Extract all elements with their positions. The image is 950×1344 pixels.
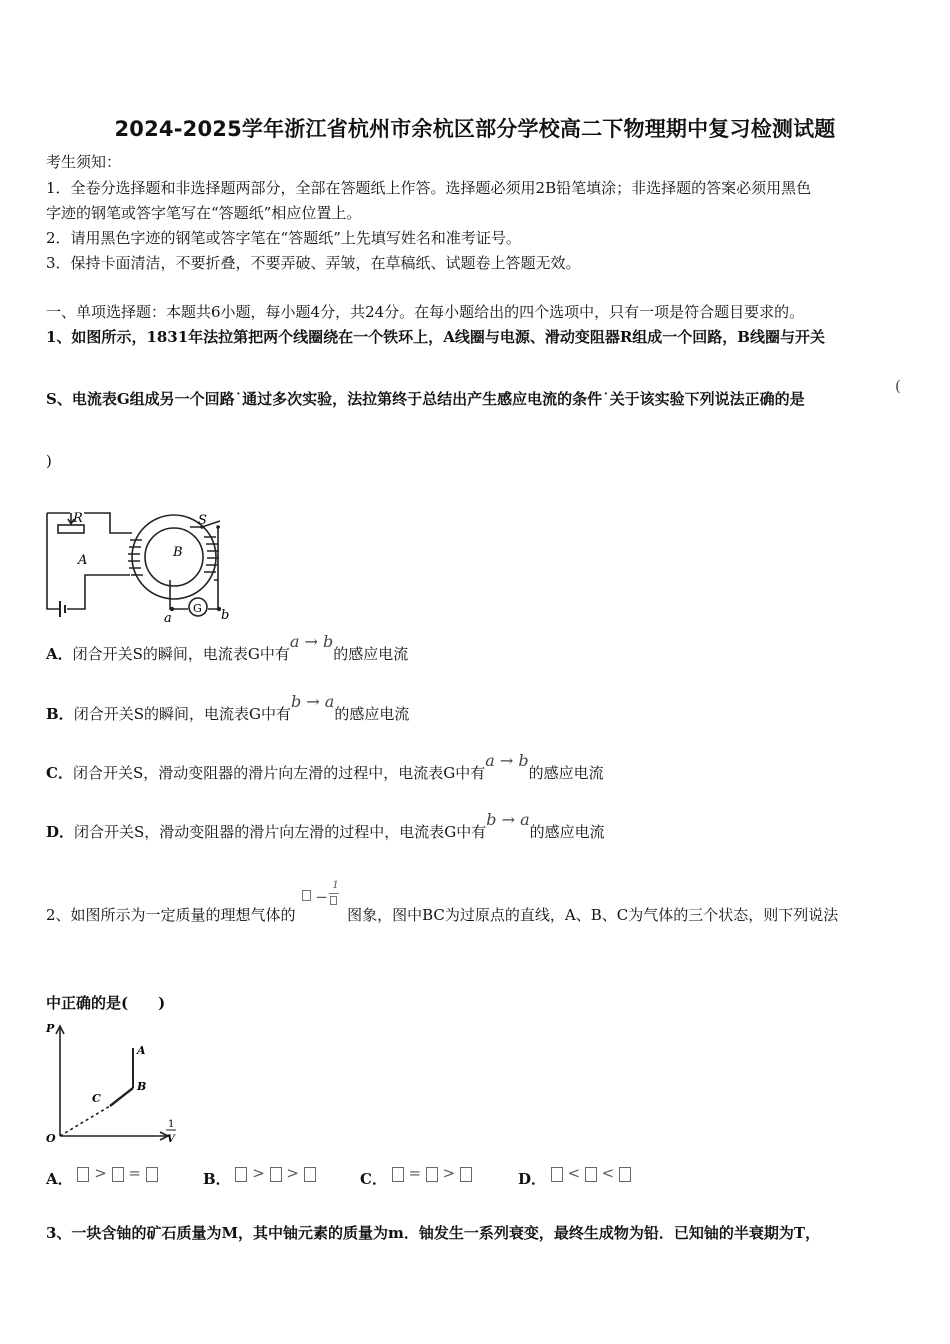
option-relation-2: < (596, 1164, 620, 1182)
option-relation-1: = (403, 1164, 426, 1182)
option-label: D． (46, 823, 75, 841)
notice-line-4: 3．保持卡面清洁，不要折叠，不要弄破、弄皱，在草稿纸、试题卷上答题无效。 (46, 254, 581, 272)
notice-line-1: 1．全卷分选择题和非选择题两部分，全部在答题纸上作答。选择题必须用2B铅笔填涂；非选择题的答案必须用黑色 (46, 179, 812, 197)
option-relation-2: = (123, 1164, 146, 1182)
circuit-a-wires (47, 513, 130, 609)
option-relation-1: < (562, 1164, 585, 1182)
option-label: A． (46, 645, 73, 663)
q1-option-d[interactable] (46, 810, 605, 842)
option-relation-1: > (247, 1164, 270, 1182)
rheostat-body (58, 525, 84, 533)
option-text-end: 的感应电流 (333, 645, 409, 663)
option-label: B． (203, 1170, 231, 1188)
option-relation-1: > (89, 1164, 112, 1182)
circuit-a-top-wire (47, 513, 132, 533)
label-o: O (46, 1132, 56, 1145)
notice-heading: 考生须知： (46, 153, 122, 171)
q2-option-b[interactable] (203, 1164, 316, 1189)
q1-option-c[interactable] (46, 751, 604, 783)
option-math: a → b (485, 751, 529, 770)
q1-option-a[interactable] (46, 632, 409, 664)
line-cb (110, 1088, 133, 1106)
label-g: G (193, 602, 202, 615)
coil-a-windings (128, 540, 143, 575)
option-text: 闭合开关S的瞬间，电流表G中有 (72, 645, 290, 663)
q2-text-pre: 2、如图所示为一定质量的理想气体的 (46, 906, 296, 924)
q2-option-c[interactable] (360, 1164, 472, 1189)
option-text: 闭合开关S的瞬间，电流表G中有 (73, 705, 291, 723)
label-r: R (73, 511, 83, 526)
option-text-end: 的感应电流 (528, 764, 604, 782)
coil-b-windings (204, 537, 219, 572)
label-a-terminal: a (164, 611, 172, 626)
notice-line-3: 2．请用黑色字迹的钢笔或答字笔在“答题纸”上先填写姓名和准考证号。 (46, 229, 521, 247)
label-x-top: 1 (168, 1119, 175, 1130)
option-math: a → b (289, 632, 334, 651)
q1-open-paren: ( (895, 377, 901, 395)
option-math: b → a (486, 810, 530, 829)
q2-stem-line-1 (46, 880, 839, 925)
q2-frac-top: 1 (332, 880, 339, 891)
label-b-coil: B (173, 545, 183, 560)
option-text: 闭合开关S，滑动变阻器的滑片向左滑的过程中，电流表G中有 (74, 823, 487, 841)
label-p: P (46, 1022, 55, 1035)
q2-option-a[interactable] (46, 1164, 158, 1189)
notice-line-2: 字迹的钢笔或答字笔写在“答题纸”相应位置上。 (46, 204, 362, 222)
option-label: A． (46, 1170, 73, 1188)
label-c: C (92, 1092, 101, 1105)
section-heading: 一、单项选择题：本题共6小题，每小题4分，共24分。在每小题给出的四个选项中，只有一项是符合题目要求的。 (46, 303, 805, 321)
q3-line-1: 3、一块含铀的矿石质量为M，其中铀元素的质量为m．铀发生一系列衰变，最终生成物为铅．已知铀的半衰期为T， (46, 1224, 821, 1242)
option-relation-2: > (437, 1164, 460, 1182)
battery-icon (60, 601, 65, 617)
q1-close-paren: ) (46, 452, 52, 470)
option-label: D． (518, 1170, 547, 1188)
q2-stem-line-2: 中正确的是( ) (46, 994, 166, 1012)
option-math: b → a (290, 692, 335, 711)
dashed-line-oc (60, 1106, 110, 1136)
q1-line-1: 1、如图所示，1831年法拉第把两个线圈绕在一个铁环上，A线圈与电源、滑动变阻器R组成一个回路，B线圈与开关 (46, 328, 825, 346)
q1-option-b[interactable] (46, 692, 410, 724)
label-x-bottom: V (167, 1134, 175, 1145)
label-b: B (137, 1080, 147, 1093)
page-title: 2024-2025学年浙江省杭州市余杭区部分学校高二下物理期中复习检测试题 (114, 117, 836, 141)
option-label: C． (360, 1170, 387, 1188)
option-text-end: 的感应电流 (334, 705, 410, 723)
q2-p-1v-graph (40, 1018, 190, 1148)
option-text-end: 的感应电流 (529, 823, 605, 841)
q1-circuit-figure (40, 505, 240, 627)
q2-text-post: 图象，图中BC为过原点的直线，A、B、C为气体的三个状态，则下列说法 (347, 906, 839, 924)
label-a: A (137, 1044, 146, 1057)
option-text: 闭合开关S，滑动变阻器的滑片向左滑的过程中，电流表G中有 (72, 764, 486, 782)
option-relation-2: > (281, 1164, 304, 1182)
q2-option-d[interactable] (518, 1164, 631, 1189)
option-label: B． (46, 705, 74, 723)
label-s: S (198, 513, 207, 528)
label-b-terminal: b (221, 608, 230, 623)
q2-p-over-v-formula: − 1 (300, 900, 342, 920)
label-a-coil: A (78, 553, 88, 568)
q1-line-2: S、电流表G组成另一个回路˙通过多次实验，法拉第终于总结出产生感应电流的条件˙关于该实验下列说法正确的是 (46, 390, 805, 408)
option-label: C． (46, 764, 73, 782)
